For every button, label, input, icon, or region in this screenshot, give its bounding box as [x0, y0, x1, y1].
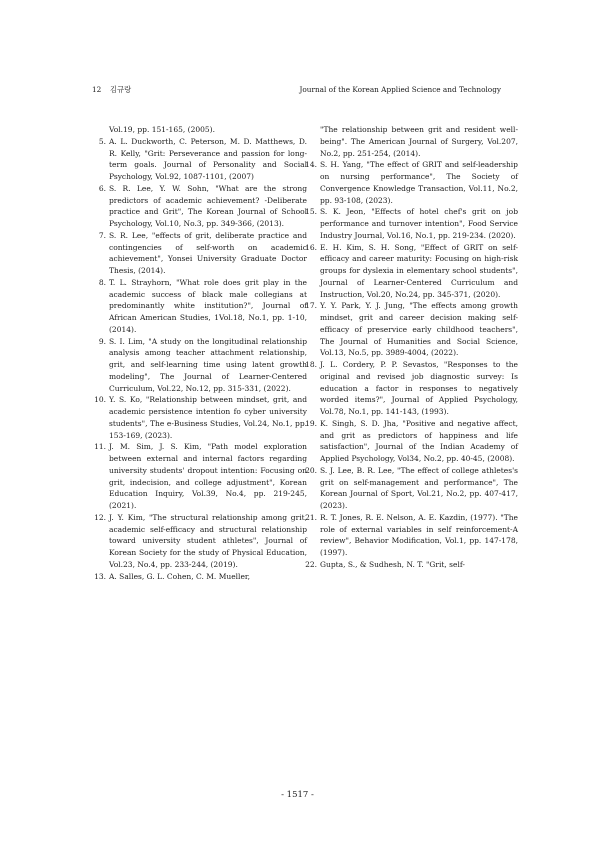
reference-item	[94, 512, 307, 571]
reference-number: 13.	[94, 571, 106, 581]
reference-number: 19.	[305, 418, 317, 428]
reference-item	[97, 277, 307, 336]
reference-item	[308, 124, 518, 159]
reference-text: Gupta, S., & Sudhesh, N. T. "Grit, self-	[320, 559, 465, 569]
reference-number: 9.	[98, 336, 106, 346]
reference-item	[305, 359, 518, 418]
reference-text: S. H. Yang, "The effect of GRIT and self-leadership on nursing performance", The Society of Convergence Knowledge Transaction, Vol.11, No.2, pp. 93-108, (2023).	[320, 160, 518, 205]
reference-text: S. R. Lee, Y. W. Sohn, "What are the strong predictors of academic achievement? -Deliberate practice and Grit", The Korean Journal of School Psychology, Vol.10, No.3, pp. 349-366, (2013).	[109, 183, 307, 228]
reference-number: 22.	[305, 559, 317, 569]
reference-text: A. L. Duckworth, C. Peterson, M. D. Matthews, D. R. Kelly, "Grit: Perseverance and passion for long-term goals. Journal of Personality and Social Psychology, Vol.92, 1087-1101, (2007)	[109, 136, 307, 181]
reference-text: J. L. Cordery, P. P. Sevastos, "Responses to the original and revised job diagnostic survey: Is education a factor in responses to negatively worded items?", Journal of Applied Psychology, Vol.78, No.1, pp. 141-143, (1993).	[320, 360, 518, 416]
reference-text: S. K. Jeon, "Effects of hotel chef's grit on job performance and turnover intention", Food Service Industry Journal, Vol.16, No.1, pp. 219-234. (2020).	[320, 207, 518, 240]
reference-text: T. L. Strayhorn, "What role does grit play in the academic success of black male collegians at predominantly white institution?", Journal of African American Studies, 1Vol.18, No.1, pp. 1-10, (2014).	[109, 277, 307, 334]
reference-item	[305, 465, 518, 512]
reference-item	[97, 336, 307, 395]
reference-text: R. T. Jones, R. E. Nelson, A. E. Kazdin, (1977). "The role of external variables in self reinforcement-A review", Behavior Modification, Vol.1, pp. 147-178, (1997).	[320, 512, 518, 557]
reference-text: Y. Y. Park, Y. J. Jung, "The effects among growth mindset, grit and career decision making self-efficacy of preservice early childhood teachers", The Journal of Humanities and Social Science, Vol.13, No.5, pp. 3989-4004, (2022).	[320, 301, 518, 358]
reference-text: J. Y. Kim, "The structural relationship among grit, academic self-efficacy and structural relationship toward university student athletes", Journal of Korean Society for the study of Physical Education, Vol.23, No.4, pp. 233-244, (2019).	[109, 512, 307, 569]
reference-item	[305, 300, 518, 359]
reference-text: E. H. Kim, S. H. Song, "Effect of GRIT on self-efficacy and career maturity: Focusing on high-risk groups for dyslexia in elementary school students", Journal of Learner-Centered Curriculum and Instruction, Vol.20, No.24, pp. 345-371, (2020).	[320, 242, 518, 299]
reference-text: Y. S. Ko, "Relationship between mindset, grit, and academic persistence intention fo cyber university students", The e-Business Studies, Vol.24, No.1, pp. 153-169, (2023).	[109, 395, 307, 440]
reference-item	[305, 559, 518, 571]
reference-number: 15.	[305, 207, 317, 217]
reference-text: S. R. Lee, "effects of grit, deliberate practice and contingencies of self-worth on academic achievement", Yonsei University Graduate Doctor Thesis, (2014).	[109, 230, 307, 275]
references-left-column	[94, 124, 307, 582]
reference-number: 14.	[305, 160, 317, 170]
reference-item	[305, 159, 518, 206]
reference-item	[97, 124, 307, 136]
reference-text: S. I. Lim, "A study on the longitudinal relationship analysis among teacher attachment relationship, grit, and self-learning time using latent growth modeling", The Journal of Learner-Centered Curriculum, Vol.22, No.12, pp. 315-331, (2022).	[109, 336, 307, 393]
reference-item	[94, 571, 307, 583]
reference-number: 5.	[98, 136, 106, 146]
reference-item	[94, 394, 307, 441]
reference-number: 10.	[94, 395, 106, 405]
running-header	[92, 85, 501, 99]
reference-item	[305, 242, 518, 301]
reference-text: "The relationship between grit and resident well-being". The American Journal of Surgery, Vol.207, No.2, pp. 251-254, (2014).	[320, 125, 518, 158]
header-page-number: 12	[92, 85, 102, 94]
header-journal-title: Journal of the Korean Applied Science and Technology	[299, 85, 501, 94]
reference-text: K. Singh, S. D. Jha, "Positive and negative affect, and grit as predictors of happiness and life satisfaction", Journal of the Indian Academy of Applied Psychology, Vol34, No.2, pp. 40-45, (2008).	[320, 418, 518, 463]
reference-text: A. Salles, G. L. Cohen, C. M. Mueller,	[109, 571, 251, 581]
reference-number: 18.	[305, 360, 317, 369]
page-footer	[0, 790, 595, 800]
reference-number: 8.	[98, 277, 106, 287]
reference-number: 20.	[305, 465, 317, 475]
reference-item	[305, 418, 518, 465]
reference-item	[97, 136, 307, 183]
reference-item	[94, 441, 307, 512]
reference-number: 17.	[305, 301, 317, 311]
reference-item	[305, 512, 518, 559]
reference-number: 21.	[305, 512, 317, 522]
reference-text: J. M. Sim, J. S. Kim, "Path model exploration between external and internal factors regarding university students' dropout intention: Focusing on grit, indecision, and college adjustment", Korean Education Inquiry, Vol.39, No.4, pp. 219-245, (2021).	[109, 442, 307, 510]
reference-number: 16.	[305, 242, 317, 252]
references-right-column	[305, 124, 518, 571]
reference-number: 12.	[94, 512, 106, 522]
reference-item	[305, 206, 518, 241]
footer-page-number: - 1517 -	[281, 790, 314, 800]
header-author: 김규랑	[110, 85, 132, 94]
reference-number: 7.	[98, 230, 106, 240]
reference-number: 6.	[98, 183, 106, 193]
reference-number: 11.	[94, 442, 106, 452]
reference-item	[97, 183, 307, 230]
reference-item	[97, 230, 307, 277]
reference-text: Vol.19, pp. 151-165, (2005).	[109, 125, 215, 134]
reference-text: S. J. Lee, B. R. Lee, "The effect of college athletes's grit on self-management and performance", The Korean Journal of Sport, Vol.21, No.2, pp. 407-417, (2023).	[320, 465, 518, 510]
